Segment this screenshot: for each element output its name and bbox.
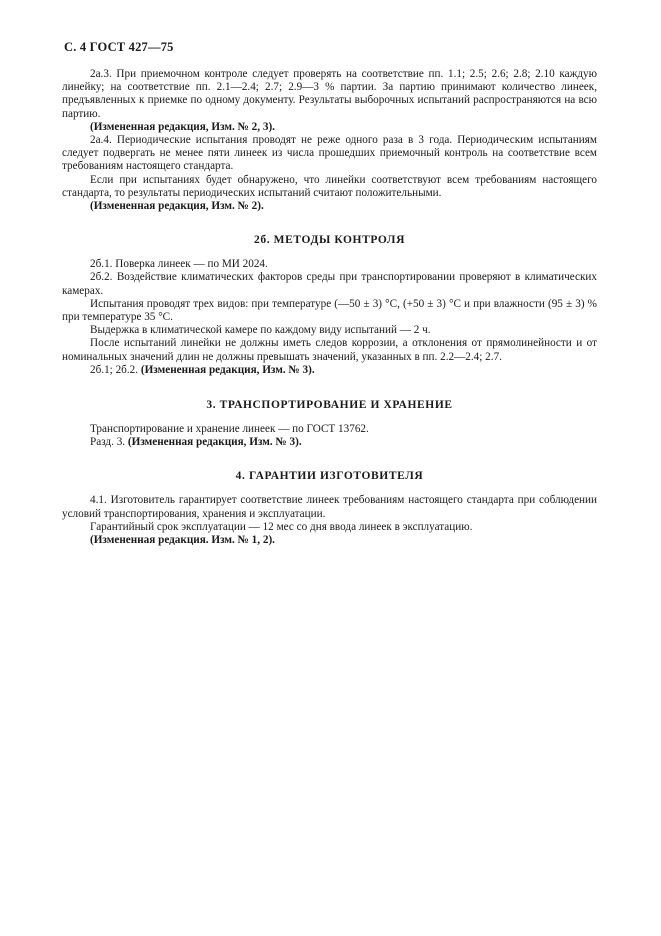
amendment-line-3 xyxy=(62,436,597,449)
section-heading-4: 4. ГАРАНТИИ ИЗГОТОВИТЕЛЯ xyxy=(235,470,424,483)
paragraph-3: Транспортирование и хранение линеек — по ГОСТ 13762. xyxy=(90,423,369,436)
amendment-note-3: (Измененная редакция, Изм. № 3). xyxy=(127,436,302,449)
amendment-prefix-3: Разд. 3. xyxy=(90,436,128,449)
document-page xyxy=(62,40,597,547)
paragraph-2b2-exposure: Выдержка в климатической камере по каждому виду испытаний — 2 ч. xyxy=(90,324,431,337)
paragraph-2b2-results: После испытаний линейки не должны иметь следов коррозии, а отклонения от прямолинейности и от номинальных значений длин не должны превышать значений, указанных в пп. 2.2—2.4; 2.7. xyxy=(62,337,597,363)
paragraph-2a4: 2а.4. Периодические испытания проводят не реже одного раза в 3 года. Периодическим испытаниям следует подвергать не менее пяти линеек из числа прошедших приемочный контроль на соответствие всем требованиям настоящего стандарта. xyxy=(62,134,597,173)
amendment-note-2b: (Измененная редакция, Изм. № 3). xyxy=(140,363,315,376)
page-header: С. 4 ГОСТ 427—75 xyxy=(64,40,174,54)
paragraph-41: 4.1. Изготовитель гарантирует соответствие линеек требованиям настоящего стандарта при соблюдении условий транспортирования, хранения и эксплуатации. xyxy=(62,494,597,520)
amendment-line-2b xyxy=(62,364,597,377)
amendment-prefix-2b: 2б.1; 2б.2. xyxy=(90,363,141,376)
paragraph-2a3: 2а.3. При приемочном контроле следует проверять на соответствие пп. 1.1; 2.5; 2.6; 2.8; 2.10 каждую линейку; на соответствие пп. 2.1—2.4; 2.7; 2.9—3 % партии. За партию принимают количество линеек, предъявленных к приемке по одному документу. Результаты выборочных испытаний распространяются на всю партию. xyxy=(62,68,597,120)
paragraph-41-warranty: Гарантийный срок эксплуатации — 12 мес со дня ввода линеек в эксплуатацию. xyxy=(90,520,473,533)
amendment-note-2a4: (Измененная редакция, Изм. № 2). xyxy=(90,200,264,213)
paragraph-2a4-continued: Если при испытаниях будет обнаружено, что линейки соответствуют всем требованиям настоящего стандарта, то результаты периодических испытаний считают положительными. xyxy=(62,173,597,199)
paragraph-2b2: 2б.2. Воздействие климатических факторов среды при транспортировании проверяют в климатических камерах. xyxy=(62,271,597,297)
amendment-note-4: (Измененная редакция. Изм. № 1, 2). xyxy=(90,534,275,547)
amendment-note-2a3: (Измененная редакция, Изм. № 2, 3). xyxy=(90,120,275,133)
section-heading-3: 3. ТРАНСПОРТИРОВАНИЕ И ХРАНЕНИЕ xyxy=(206,399,453,412)
section-heading-2b: 2б. МЕТОДЫ КОНТРОЛЯ xyxy=(254,234,405,247)
paragraph-2b1: 2б.1. Поверка линеек — по МИ 2024. xyxy=(90,258,268,271)
paragraph-2b2-tests: Испытания проводят трех видов: при температуре (—50 ± 3) °С, (+50 ± 3) °С и при влажности (95 ± 3) % при температуре 35 °С. xyxy=(62,297,597,324)
